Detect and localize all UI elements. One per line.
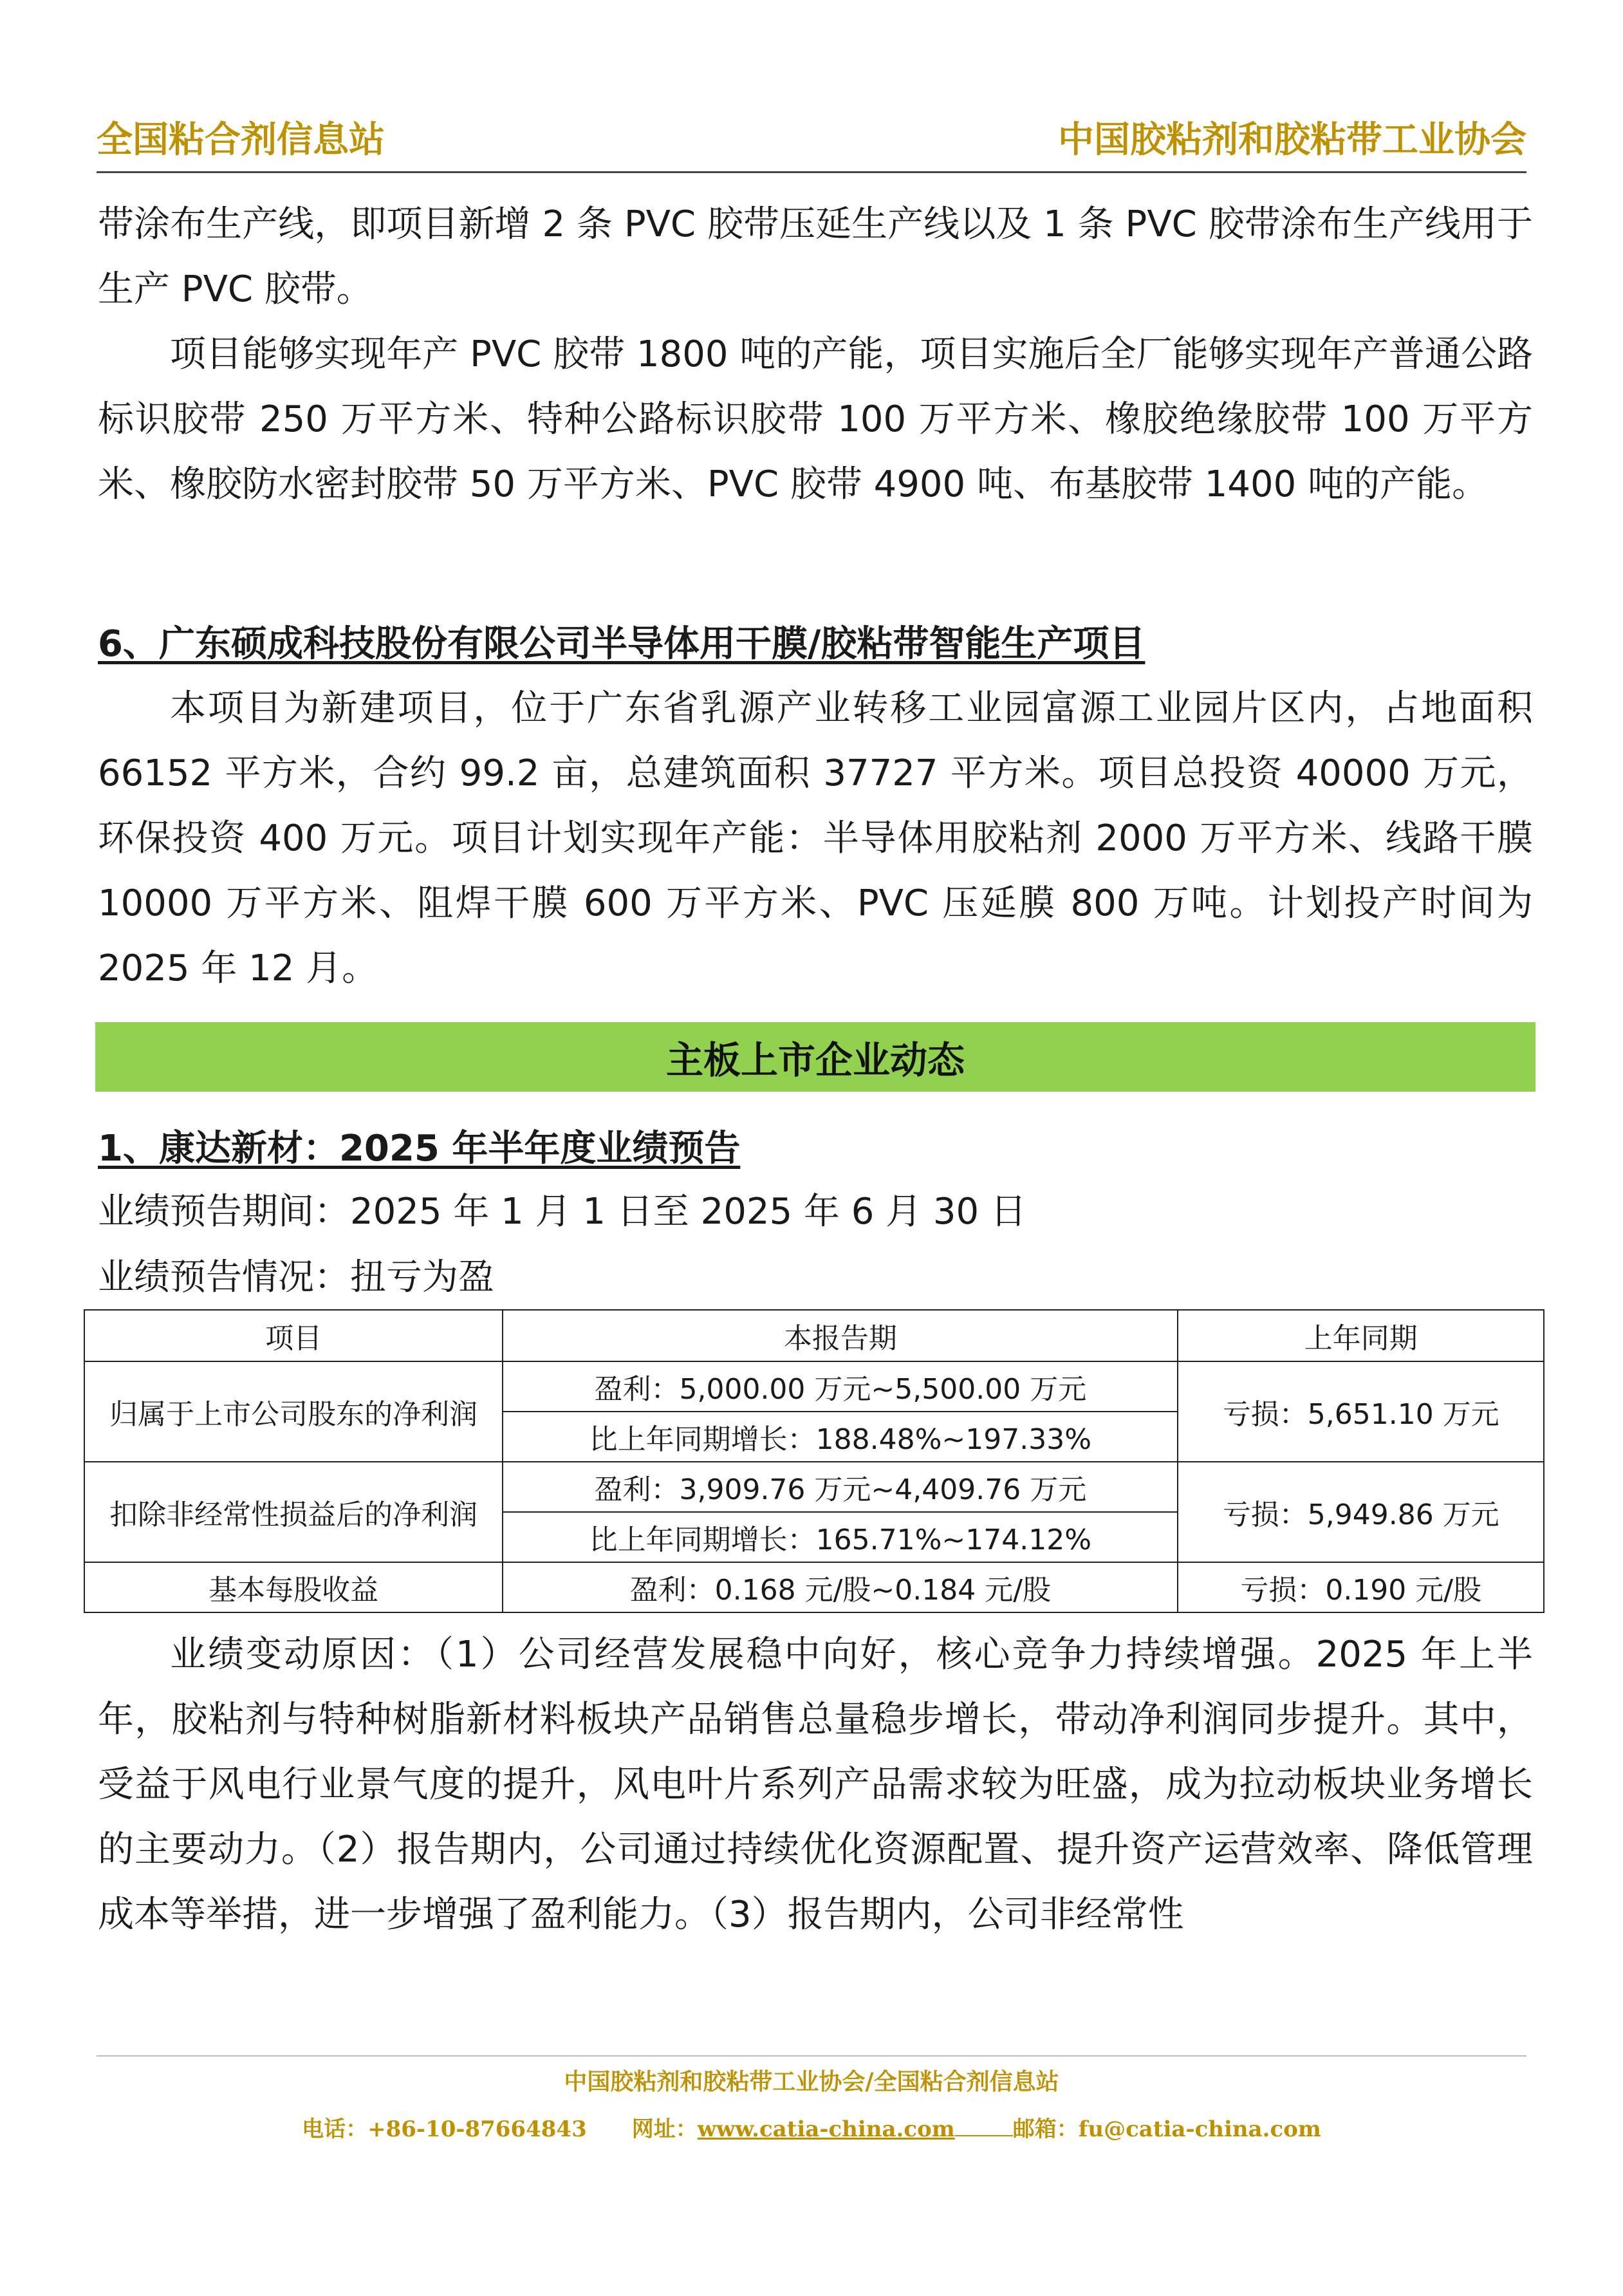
footer-email: 邮箱：fu@catia-china.com xyxy=(1012,2116,1321,2142)
table-cell-item: 归属于上市公司股东的净利润 xyxy=(84,1361,503,1462)
table-header-cell: 项目 xyxy=(84,1310,503,1361)
banner-title: 主板上市企业动态 xyxy=(665,1038,965,1082)
table-header-cell: 本报告期 xyxy=(503,1310,1178,1361)
header-divider xyxy=(97,171,1526,173)
header-right-title: 中国胶粘剂和胶粘带工业协会 xyxy=(1058,119,1526,161)
forecast-period: 业绩预告期间：2025 年 1 月 1 日至 2025 年 6 月 30 日 xyxy=(98,1191,1026,1233)
table-cell-prior: 亏损：5,949.86 万元 xyxy=(1178,1462,1544,1562)
paragraph-project-6: 本项目为新建项目，位于广东省乳源产业转移工业园富源工业园片区内，占地面积 66152 平方米，合约 99.2 亩，总建筑面积 37727 平方米。项目总投资 40000 万元，环保投资 400 万元。项目计划实现年产能：半导体用胶粘剂 2000 万平方米、线路干膜 10000 万平方米、阻焊干膜 600 万平方米、PVC 压延膜 800 万吨。计划投产时间为 2025 年 12 月。 xyxy=(98,687,1533,989)
table-cell-prior: 亏损：0.190 元/股 xyxy=(1178,1562,1544,1612)
table-row xyxy=(84,1462,1544,1512)
footer-phone: 电话：+86-10-87664843 xyxy=(302,2116,587,2142)
forecast-situation: 业绩预告情况：扭亏为盈 xyxy=(98,1256,494,1298)
footer-web-label: 网址： xyxy=(631,2116,698,2142)
header-left-title: 全国粘合剂信息站 xyxy=(97,119,385,161)
paragraph-capacity: 项目能够实现年产 PVC 胶带 1800 吨的产能，项目实施后全厂能够实现年产普通公路标识胶带 250 万平方米、特种公路标识胶带 100 万平方米、橡胶绝缘胶带 100 万平方米、橡胶防水密封胶带 50 万平方米、PVC 胶带 4900 吨、布基胶带 1400 吨的产能。 xyxy=(98,333,1533,505)
section-heading-6: 6、广东硕成科技股份有限公司半导体用干膜/胶粘带智能生产项目 xyxy=(98,623,1145,665)
table-cell-current: 盈利：5,000.00 万元~5,500.00 万元 xyxy=(503,1361,1178,1412)
section-heading-1: 1、康达新材：2025 年半年度业绩预告 xyxy=(98,1128,741,1170)
table-row xyxy=(84,1361,1544,1412)
table-cell-current: 盈利：3,909.76 万元~4,409.76 万元 xyxy=(503,1462,1178,1512)
table-header-cell: 上年同期 xyxy=(1178,1310,1544,1361)
paragraph-continuation: 带涂布生产线，即项目新增 2 条 PVC 胶带压延生产线以及 1 条 PVC 胶带涂布生产线用于生产 PVC 胶带。 xyxy=(98,203,1533,310)
footer-website-link[interactable]: www.catia-china.com xyxy=(697,2116,955,2142)
section-banner xyxy=(95,1022,1535,1092)
table-header-row xyxy=(84,1310,1544,1361)
table-cell-item: 扣除非经常性损益后的净利润 xyxy=(84,1462,503,1562)
table-cell-current: 比上年同期增长：165.71%~174.12% xyxy=(503,1512,1178,1562)
page-header xyxy=(97,115,1526,166)
footer-contact xyxy=(0,2110,1623,2149)
paragraph-reasons: 业绩变动原因：（1）公司经营发展稳中向好，核心竞争力持续增强。2025 年上半年，胶粘剂与特种树脂新材料板块产品销售总量稳步增长，带动净利润同步提升。其中，受益于风电行业景气度的提升，风电叶片系列产品需求较为旺盛，成为拉动板块业务增长的主要动力。（2）报告期内，公司通过持续优化资源配置、提升资产运营效率、降低管理成本等举措，进一步增强了盈利能力。（3）报告期内，公司非经常性 xyxy=(98,1634,1533,1936)
footer-organization: 中国胶粘剂和胶粘带工业协会/全国粘合剂信息站 xyxy=(564,2068,1059,2095)
footer-link-underline xyxy=(955,2112,1013,2136)
footer-divider xyxy=(97,2055,1526,2057)
table-cell-current: 盈利：0.168 元/股~0.184 元/股 xyxy=(503,1562,1178,1612)
table-cell-prior: 亏损：5,651.10 万元 xyxy=(1178,1361,1544,1462)
performance-table xyxy=(84,1309,1544,1613)
table-row xyxy=(84,1562,1544,1612)
table-cell-current: 比上年同期增长：188.48%~197.33% xyxy=(503,1412,1178,1462)
table-cell-item: 基本每股收益 xyxy=(84,1562,503,1612)
